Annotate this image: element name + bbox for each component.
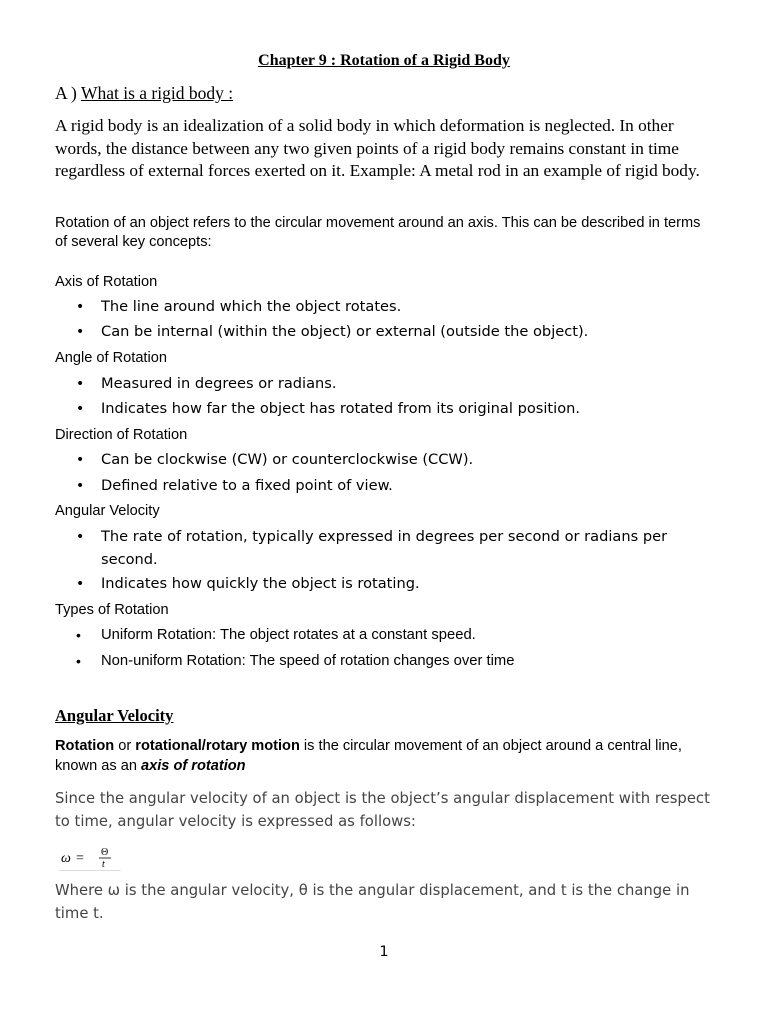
concept-heading-axis: Axis of Rotation <box>55 274 158 290</box>
concept-heading-types: Types of Rotation <box>55 602 169 618</box>
list-item-text: Non-uniform Rotation: The speed of rotation changes over time <box>101 653 515 669</box>
section-a-title: What is a rigid body : <box>80 83 234 103</box>
concept-heading-angular-velocity: Angular Velocity <box>55 503 160 519</box>
list-item <box>76 321 721 344</box>
list-item <box>76 373 721 396</box>
list-item-text: The line around which the object rotates. <box>101 298 402 315</box>
concept-heading-angle: Angle of Rotation <box>55 350 167 366</box>
term-axis-of-rotation: axis of rotation <box>141 757 246 774</box>
angular-velocity-formula <box>59 846 121 871</box>
section-a-prefix: A ) <box>55 83 81 103</box>
bullet-icon: • <box>76 576 85 592</box>
formula-equals: = <box>76 851 84 866</box>
list-item-text: Indicates how far the object has rotated from its original position. <box>101 400 581 417</box>
bullet-icon: • <box>76 478 85 494</box>
bullet-icon: • <box>76 299 85 315</box>
list-item <box>76 624 721 647</box>
term-rotary-motion: rotational/rotary motion <box>135 738 300 754</box>
page-number: 1 <box>379 944 389 960</box>
formula-numerator: Θ <box>101 847 109 858</box>
list-item <box>76 475 721 498</box>
formula-graphic <box>59 846 121 870</box>
bullet-icon: • <box>76 627 81 643</box>
list-item-text: Uniform Rotation: The object rotates at a constant speed. <box>101 627 476 643</box>
list-item <box>76 449 721 472</box>
page-title: Chapter 9 : Rotation of a Rigid Body <box>258 52 510 69</box>
list-item-text: The rate of rotation, typically expressed in degrees per second or radians per second. <box>101 528 668 568</box>
list-item <box>76 573 721 596</box>
bullet-icon: • <box>76 452 85 468</box>
section-a-heading <box>55 83 233 104</box>
bullet-icon: • <box>76 401 85 417</box>
term-rotation: Rotation <box>55 738 115 754</box>
bullet-icon: • <box>76 653 81 669</box>
list-item-text: Indicates how quickly the object is rotating. <box>101 575 420 592</box>
bullet-icon: • <box>76 324 85 340</box>
text-fragment: or <box>114 738 136 754</box>
list-item-text: Can be internal (within the object) or external (outside the object). <box>101 323 589 340</box>
text-fragment: is the circular movement of an object around a central line, known as an <box>55 738 682 774</box>
list-item <box>76 650 721 673</box>
list-item-text: Measured in degrees or radians. <box>101 375 337 392</box>
rotation-definition-paragraph <box>55 737 715 776</box>
list-item-text: Can be clockwise (CW) or counterclockwise (CCW). <box>101 451 474 468</box>
formula-denominator: t <box>102 859 105 870</box>
concept-heading-direction: Direction of Rotation <box>55 427 188 443</box>
list-item <box>76 296 721 319</box>
bullet-icon: • <box>76 529 85 545</box>
rotation-intro: Rotation of an object refers to the circular movement around an axis. This can be described in terms of several key concepts: <box>55 215 701 250</box>
angular-velocity-paragraph: Since the angular velocity of an object is the object’s angular displacement with respect to time, angular velocity is expressed as follows: <box>55 790 710 830</box>
angular-velocity-heading: Angular Velocity <box>55 706 174 725</box>
bullet-icon: • <box>76 376 85 392</box>
formula-explanation: Where ω is the angular velocity, θ is the angular displacement, and t is the change in time t. <box>55 882 690 922</box>
list-item <box>76 526 721 571</box>
rigid-body-definition: A rigid body is an idealization of a solid body in which deformation is neglected. In other words, the distance between any two given points of a rigid body remains constant in time regardless of external forces exerted on it. Example: A metal rod in an example of rigid body. <box>55 116 700 181</box>
formula-lhs: ω <box>61 851 71 866</box>
list-item <box>76 398 721 421</box>
list-item-text: Defined relative to a fixed point of view. <box>101 477 393 494</box>
